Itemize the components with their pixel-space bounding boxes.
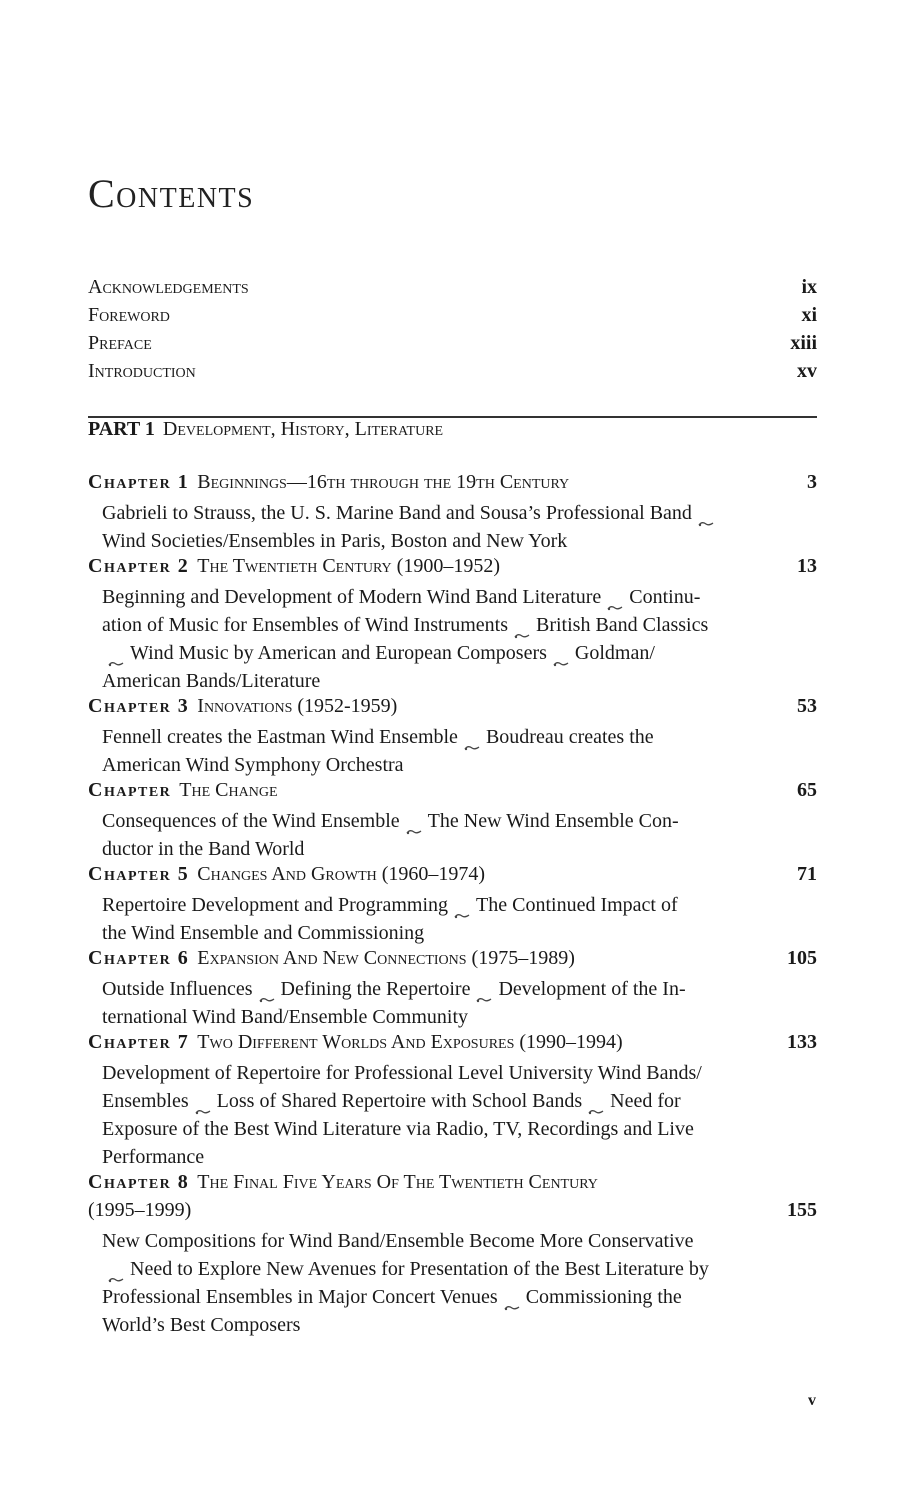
description-line — [102, 1059, 817, 1087]
chapter-title-cont: (1995–1999) — [88, 1199, 192, 1221]
description-line — [102, 1143, 817, 1171]
chapter-page: 155 — [787, 1199, 817, 1221]
description-segment: the Wind Ensemble and Commissioning — [102, 922, 425, 944]
chapter-page: 53 — [797, 695, 817, 717]
chapter-label: Chapter 1 — [88, 471, 190, 493]
description-line — [102, 1115, 817, 1143]
front-matter-label: Preface — [88, 332, 152, 354]
chapter-heading — [88, 471, 817, 499]
description-segment: Need to Explore New Avenues for Presentation of the Best Literature by — [130, 1258, 709, 1280]
front-matter-page: xiii — [790, 332, 817, 354]
description-segment: Gabrieli to Strauss, the U. S. Marine Band and Sousa’s Professional Band — [102, 502, 692, 524]
chapter-description — [88, 1227, 817, 1339]
chapter-page: 3 — [807, 471, 817, 493]
ornament-separator-icon — [504, 1292, 520, 1300]
ornament-separator-icon — [108, 1264, 124, 1272]
chapter-heading — [88, 779, 817, 807]
description-segment: Need for — [610, 1090, 681, 1112]
description-segment: American Bands/Literature — [102, 670, 321, 692]
chapter-label: Chapter 2 — [88, 555, 190, 577]
description-segment: Consequences of the Wind Ensemble — [102, 810, 400, 832]
front-matter-page: ix — [801, 276, 817, 298]
description-line — [102, 1255, 817, 1283]
description-segment: The Continued Impact of — [476, 894, 678, 916]
description-segment: Boudreau creates the — [485, 726, 654, 748]
description-segment: Performance — [102, 1146, 205, 1168]
description-line — [102, 527, 817, 555]
chapter-page: 71 — [797, 863, 817, 885]
description-line — [102, 723, 817, 751]
description-segment: Professional Ensembles in Major Concert Venues — [102, 1286, 498, 1308]
description-segment: Defining the Repertoire — [280, 978, 471, 1000]
description-line — [102, 583, 817, 611]
chapter-description — [88, 1059, 817, 1171]
description-segment: ternational Wind Band/Ensemble Community — [102, 1006, 468, 1028]
chapter-heading — [88, 1031, 817, 1059]
description-segment: Fennell creates the Eastman Wind Ensemble — [102, 726, 458, 748]
chapter-description — [88, 499, 817, 555]
front-matter-list — [88, 276, 817, 388]
ornament-separator-icon — [108, 648, 124, 656]
description-line — [102, 1283, 817, 1311]
description-line — [102, 975, 817, 1003]
description-line — [102, 639, 817, 667]
chapter-description — [88, 723, 817, 779]
chapter-title: The Twentieth Century (1900–1952) — [197, 555, 500, 577]
chapter-label: Chapter 8 — [88, 1171, 190, 1193]
description-segment: The New Wind Ensemble Con- — [427, 810, 679, 832]
chapter-description — [88, 891, 817, 947]
chapter-heading — [88, 555, 817, 583]
ornament-separator-icon — [514, 620, 530, 628]
description-segment: ation of Music for Ensembles of Wind Instruments — [102, 614, 508, 636]
ornament-separator-icon — [607, 592, 623, 600]
chapter-page: 105 — [787, 947, 817, 969]
ornament-separator-icon — [698, 508, 714, 516]
part-title: Development, History, Literature — [162, 418, 444, 440]
front-matter-label: Introduction — [88, 360, 196, 382]
part-heading — [88, 418, 443, 441]
chapter-title: The Final Five Years Of The Twentieth Century — [197, 1171, 598, 1193]
chapter-label: Chapter 3 — [88, 695, 190, 717]
description-line — [102, 1003, 817, 1031]
description-segment: Development of the In- — [498, 978, 686, 1000]
chapter-title: Beginnings—16th through the 19th Century — [197, 471, 570, 493]
description-line — [102, 1311, 817, 1339]
ornament-separator-icon — [476, 984, 492, 992]
ornament-separator-icon — [406, 816, 422, 824]
description-segment: Exposure of the Best Wind Literature via Radio, TV, Recordings and Live — [102, 1118, 694, 1140]
description-line — [102, 751, 817, 779]
ornament-separator-icon — [454, 900, 470, 908]
description-line — [102, 1087, 817, 1115]
chapter-label: Chapter 5 — [88, 863, 190, 885]
ornament-separator-icon — [195, 1096, 211, 1104]
chapter-description — [88, 807, 817, 863]
front-matter-page: xi — [801, 304, 817, 326]
chapter-description — [88, 583, 817, 695]
description-segment: New Compositions for Wind Band/Ensemble Become More Conservative — [102, 1230, 694, 1252]
description-segment: Loss of Shared Repertoire with School Bands — [216, 1090, 583, 1112]
description-segment: Goldman/ — [574, 642, 655, 664]
chapter-label: Chapter 7 — [88, 1031, 190, 1053]
chapter-list — [88, 471, 817, 1339]
description-segment: American Wind Symphony Orchestra — [102, 754, 404, 776]
description-segment: Beginning and Development of Modern Wind Band Literature — [102, 586, 602, 608]
front-matter-item — [88, 332, 817, 360]
description-line — [102, 835, 817, 863]
ornament-separator-icon — [259, 984, 275, 992]
chapter-heading — [88, 1171, 817, 1199]
chapter-title-continued — [88, 1199, 817, 1227]
description-segment: Ensembles — [102, 1090, 189, 1112]
chapter-page: 65 — [797, 779, 817, 801]
chapter-title: Innovations (1952-1959) — [197, 695, 398, 717]
front-matter-label: Foreword — [88, 304, 170, 326]
front-matter-label: Acknowledgements — [88, 276, 249, 298]
description-segment: Wind Music by American and European Composers — [130, 642, 547, 664]
description-line — [102, 499, 817, 527]
chapter-description — [88, 975, 817, 1031]
ornament-separator-icon — [464, 732, 480, 740]
front-matter-item — [88, 304, 817, 332]
description-segment: Outside Influences — [102, 978, 253, 1000]
description-line — [102, 807, 817, 835]
chapter-title: Two Different Worlds And Exposures (1990–1994) — [197, 1031, 623, 1053]
description-segment: Continu- — [629, 586, 701, 608]
chapter-label: Chapter 6 — [88, 947, 190, 969]
part-label: PART 1 — [88, 418, 155, 440]
description-segment: Repertoire Development and Programming — [102, 894, 449, 916]
description-line — [102, 891, 817, 919]
chapter-title: Expansion And New Connections (1975–1989) — [197, 947, 575, 969]
page-title: Contents — [88, 171, 255, 216]
ornament-separator-icon — [553, 648, 569, 656]
description-segment: Wind Societies/Ensembles in Paris, Boston and New York — [102, 530, 568, 552]
description-segment: British Band Classics — [536, 614, 709, 636]
chapter-title: The Change — [179, 779, 278, 801]
front-matter-item — [88, 360, 817, 388]
description-segment: Development of Repertoire for Professional Level University Wind Bands/ — [102, 1062, 702, 1084]
ornament-separator-icon — [588, 1096, 604, 1104]
description-segment: ductor in the Band World — [102, 838, 305, 860]
description-line — [102, 919, 817, 947]
front-matter-item — [88, 276, 817, 304]
chapter-page: 13 — [797, 555, 817, 577]
chapter-label: Chapter — [88, 779, 172, 801]
chapter-heading — [88, 695, 817, 723]
description-line — [102, 611, 817, 639]
description-segment: Commissioning the — [525, 1286, 682, 1308]
chapter-title: Changes And Growth (1960–1974) — [197, 863, 486, 885]
chapter-heading — [88, 863, 817, 891]
description-line — [102, 1227, 817, 1255]
description-line — [102, 667, 817, 695]
front-matter-page: xv — [797, 360, 817, 382]
chapter-page: 133 — [787, 1031, 817, 1053]
page-number: v — [808, 1392, 816, 1409]
chapter-heading — [88, 947, 817, 975]
description-segment: World’s Best Composers — [102, 1314, 301, 1336]
